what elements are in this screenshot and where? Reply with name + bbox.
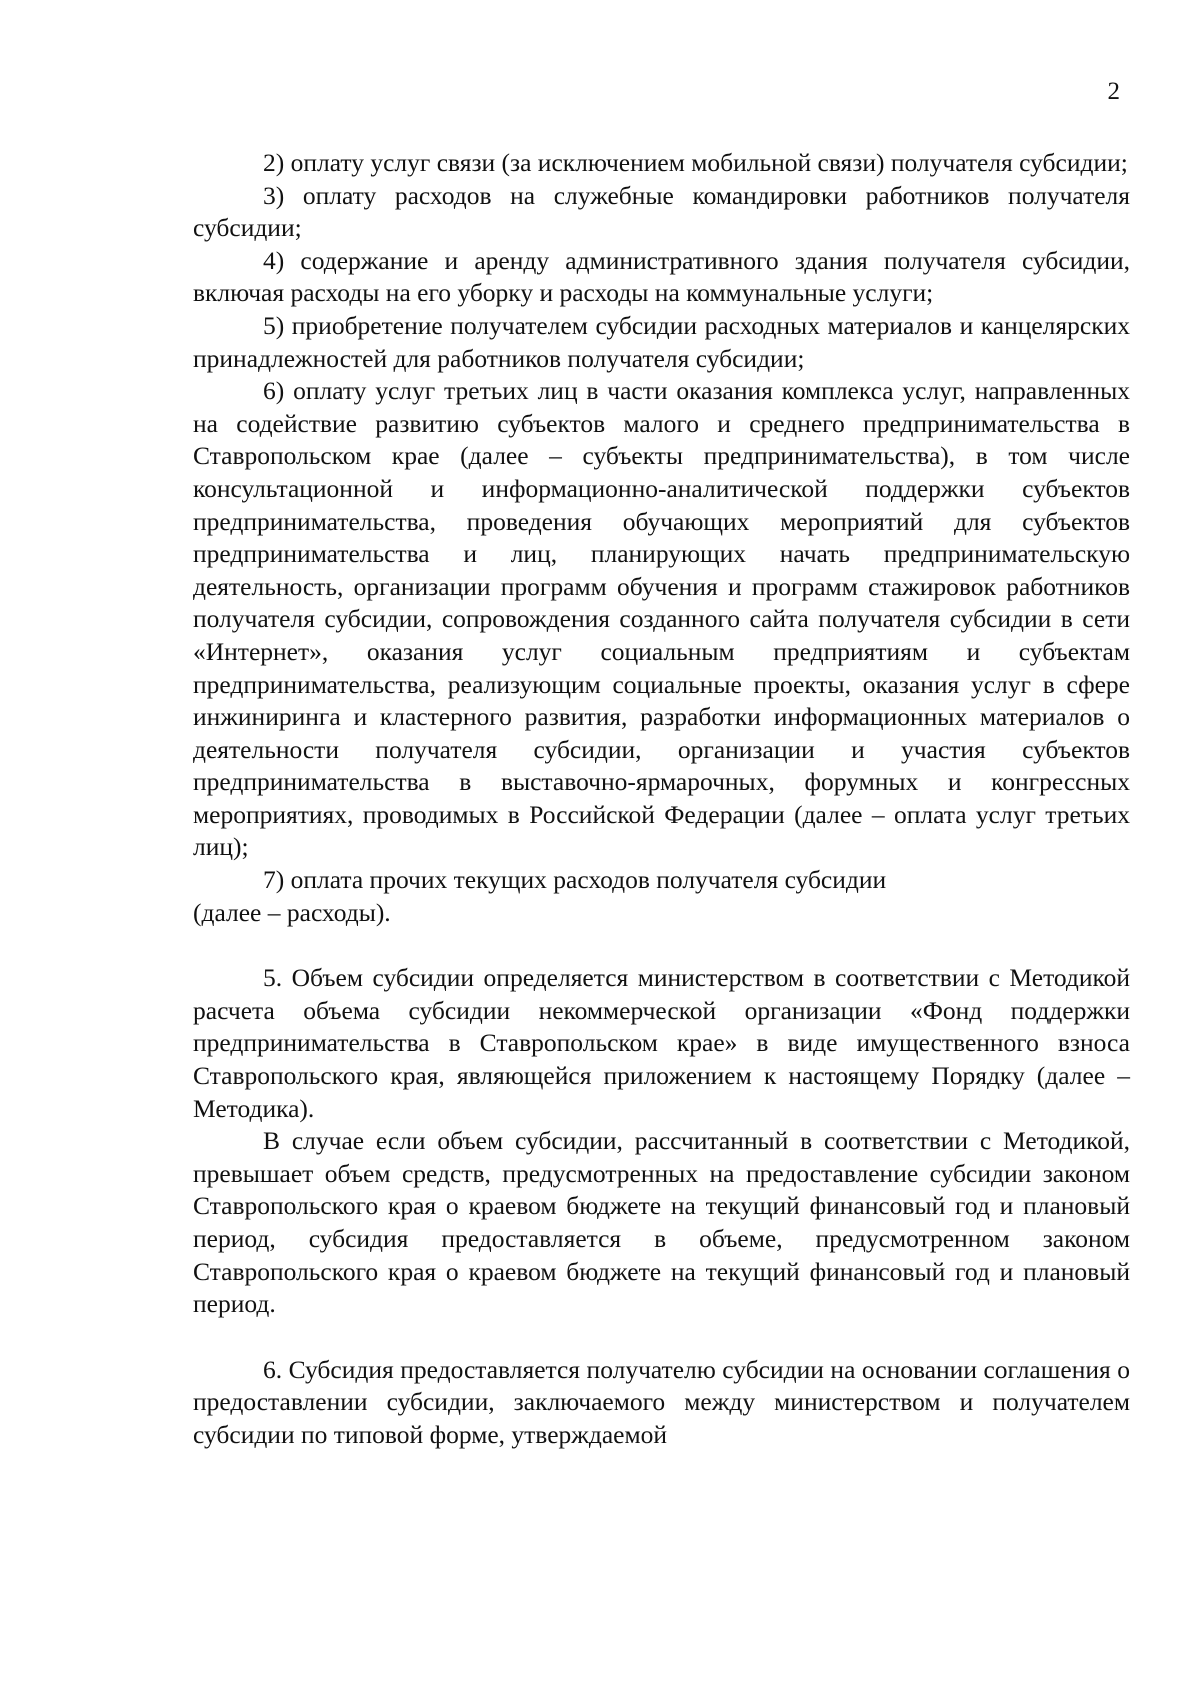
paragraph-item-4: 4) содержание и аренду административного здания получателя субсидии, включая расходы на его уборку и расходы на коммунальные услуги; bbox=[193, 245, 1130, 308]
paragraph-section-5-note: В случае если объем субсидии, рассчитанный в соответствии с Методикой, превышает объем средств, предусмотренных на предоставление субсидии законом Ставропольского края о краевом бюджете на текущий финансовый год и плановый период, субсидия предоставляется в объеме, предусмотренном законом Ставропольского края о краевом бюджете на текущий финансовый год и плановый период. bbox=[193, 1126, 1130, 1319]
paragraph-item-5: 5) приобретение получателем субсидии расходных материалов и канцелярских принадлежностей для работников получателя субсидии; bbox=[193, 310, 1130, 373]
paragraph-item-6: 6) оплату услуг третьих лиц в части оказания комплекса услуг, направленных на содействие развитию субъектов малого и среднего предпринимательства в Ставропольском крае (далее – субъекты предпринимательства), в том числе консультационной и информационно-аналитической поддержки субъектов предпринимательства, проведения обучающих мероприятий для субъектов предпринимательства и лиц, планирующих начать предпринимательскую деятельность, организации программ обучения и программ стажировок работников получателя субсидии, сопровождения созданного сайта получателя субсидии в сети «Интернет», оказания услуг социальным предприятиям и субъектам предпринимательства, реализующим социальные проекты, оказания услуг в сфере инжиниринга и кластерного развития, разработки информационных материалов о деятельности получателя субсидии, организации и участия субъектов предпринимательства в выставочно-ярмарочных, форумных и конгрессных мероприятиях, проводимых в Российской Федерации (далее – оплата услуг третьих лиц); bbox=[193, 376, 1130, 862]
paragraph-section-6: 6. Субсидия предоставляется получателю субсидии на основании соглашения о предоставлении субсидии, заключаемого между министерством и получателем субсидии по типовой форме, утверждаемой bbox=[193, 1354, 1130, 1449]
paragraph-item-3: 3) оплату расходов на служебные командировки работников получателя субсидии; bbox=[193, 180, 1130, 243]
paragraph-item-7-continuation: (далее – расходы). bbox=[193, 897, 391, 927]
paragraph-section-5: 5. Объем субсидии определяется министерством в соответствии с Методикой расчета объема субсидии некоммерческой организации «Фонд поддержки предпринимательства в Ставропольском крае» в виде имущественного взноса Ставропольского края, являющейся приложением к настоящему Порядку (далее – Методика). bbox=[193, 963, 1130, 1123]
section-gap bbox=[193, 929, 1130, 962]
paragraph-item-2: 2) оплату услуг связи (за исключением мобильной связи) получателя субсидии; bbox=[263, 148, 1128, 177]
document-body bbox=[193, 147, 1130, 1452]
paragraph-item-7: 7) оплата прочих текущих расходов получателя субсидии bbox=[263, 865, 887, 895]
page-number: 2 bbox=[1107, 78, 1120, 105]
section-gap bbox=[193, 1321, 1130, 1354]
